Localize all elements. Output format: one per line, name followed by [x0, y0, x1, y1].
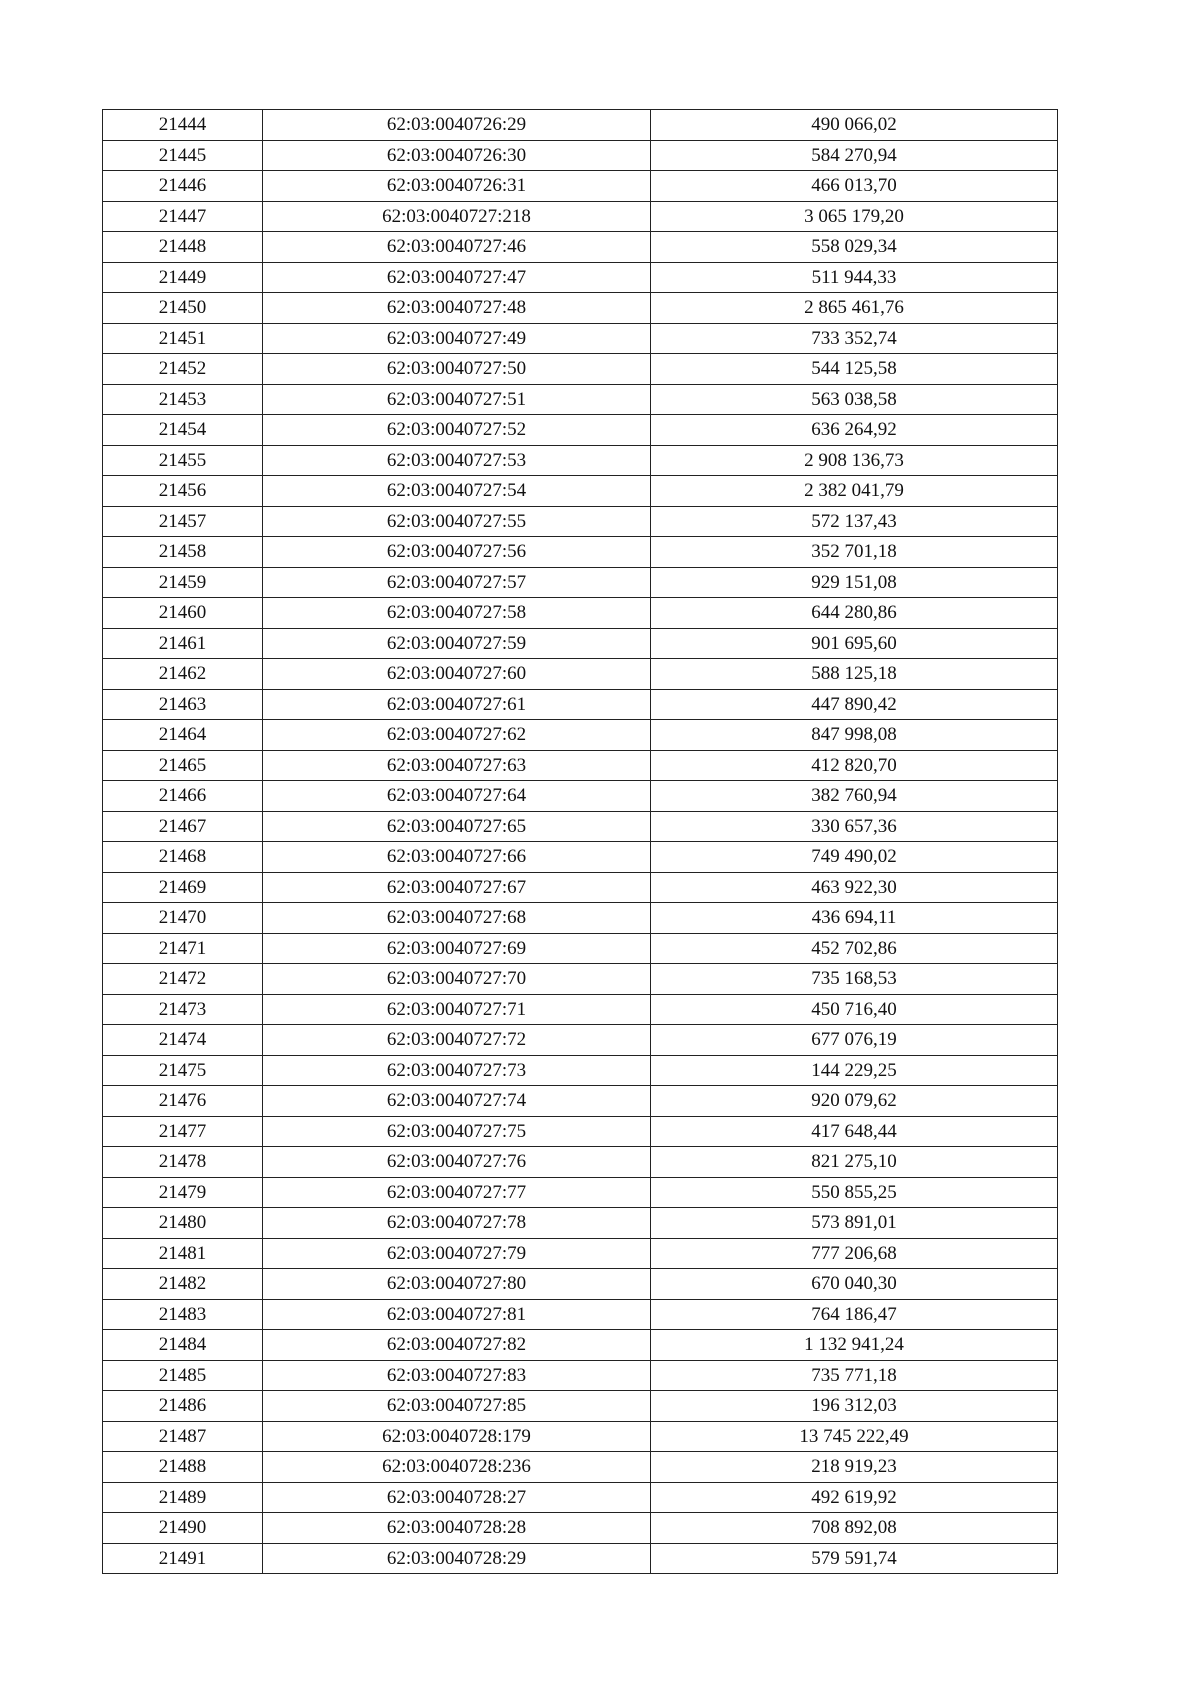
- cadastral-value-cell: 735 168,53: [651, 964, 1058, 995]
- cadastral-value-cell: 218 919,23: [651, 1452, 1058, 1483]
- row-number-cell: 21480: [103, 1208, 263, 1239]
- row-number-cell: 21469: [103, 872, 263, 903]
- table-row: [103, 811, 1058, 842]
- row-number-cell: 21474: [103, 1025, 263, 1056]
- cadastral-value-cell: 572 137,43: [651, 506, 1058, 537]
- cadastral-number-cell: 62:03:0040727:50: [263, 354, 651, 385]
- row-number-cell: 21467: [103, 811, 263, 842]
- cadastral-value-cell: 2 865 461,76: [651, 293, 1058, 324]
- row-number-cell: 21471: [103, 933, 263, 964]
- row-number-cell: 21445: [103, 140, 263, 171]
- cadastral-number-cell: 62:03:0040727:68: [263, 903, 651, 934]
- table-row: [103, 659, 1058, 690]
- cadastral-value-cell: 920 079,62: [651, 1086, 1058, 1117]
- cadastral-number-cell: 62:03:0040727:57: [263, 567, 651, 598]
- cadastral-number-cell: 62:03:0040727:74: [263, 1086, 651, 1117]
- table-row: [103, 110, 1058, 141]
- row-number-cell: 21454: [103, 415, 263, 446]
- cadastral-number-cell: 62:03:0040727:52: [263, 415, 651, 446]
- table-row: [103, 445, 1058, 476]
- cadastral-value-cell: 636 264,92: [651, 415, 1058, 446]
- cadastral-number-cell: 62:03:0040727:49: [263, 323, 651, 354]
- cadastral-value-cell: 452 702,86: [651, 933, 1058, 964]
- cadastral-value-cell: 144 229,25: [651, 1055, 1058, 1086]
- cadastral-number-cell: 62:03:0040726:29: [263, 110, 651, 141]
- cadastral-number-cell: 62:03:0040727:79: [263, 1238, 651, 1269]
- table-row: [103, 1116, 1058, 1147]
- row-number-cell: 21461: [103, 628, 263, 659]
- row-number-cell: 21468: [103, 842, 263, 873]
- cadastral-value-cell: 447 890,42: [651, 689, 1058, 720]
- cadastral-value-cell: 352 701,18: [651, 537, 1058, 568]
- cadastral-number-cell: 62:03:0040727:64: [263, 781, 651, 812]
- cadastral-number-cell: 62:03:0040728:28: [263, 1513, 651, 1544]
- table-row: [103, 598, 1058, 629]
- row-number-cell: 21476: [103, 1086, 263, 1117]
- row-number-cell: 21485: [103, 1360, 263, 1391]
- cadastral-number-cell: 62:03:0040728:236: [263, 1452, 651, 1483]
- cadastral-value-cell: 466 013,70: [651, 171, 1058, 202]
- cadastral-number-cell: 62:03:0040727:47: [263, 262, 651, 293]
- cadastral-number-cell: 62:03:0040727:73: [263, 1055, 651, 1086]
- table-row: [103, 1421, 1058, 1452]
- cadastral-value-cell: 749 490,02: [651, 842, 1058, 873]
- table-row: [103, 323, 1058, 354]
- cadastral-value-cell: 550 855,25: [651, 1177, 1058, 1208]
- cadastral-number-cell: 62:03:0040727:75: [263, 1116, 651, 1147]
- row-number-cell: 21446: [103, 171, 263, 202]
- cadastral-number-cell: 62:03:0040727:72: [263, 1025, 651, 1056]
- cadastral-number-cell: 62:03:0040727:70: [263, 964, 651, 995]
- row-number-cell: 21475: [103, 1055, 263, 1086]
- cadastral-value-cell: 847 998,08: [651, 720, 1058, 751]
- row-number-cell: 21444: [103, 110, 263, 141]
- table-row: [103, 1025, 1058, 1056]
- cadastral-value-cell: 490 066,02: [651, 110, 1058, 141]
- table-row: [103, 1391, 1058, 1422]
- row-number-cell: 21460: [103, 598, 263, 629]
- row-number-cell: 21488: [103, 1452, 263, 1483]
- table-row: [103, 1086, 1058, 1117]
- cadastral-value-cell: 735 771,18: [651, 1360, 1058, 1391]
- cadastral-value-cell: 588 125,18: [651, 659, 1058, 690]
- table-body: [103, 110, 1058, 1574]
- cadastral-number-cell: 62:03:0040727:83: [263, 1360, 651, 1391]
- cadastral-value-cell: 450 716,40: [651, 994, 1058, 1025]
- table-row: [103, 933, 1058, 964]
- cadastral-value-cell: 2 382 041,79: [651, 476, 1058, 507]
- table-row: [103, 1055, 1058, 1086]
- row-number-cell: 21457: [103, 506, 263, 537]
- cadastral-value-cell: 382 760,94: [651, 781, 1058, 812]
- row-number-cell: 21472: [103, 964, 263, 995]
- table-row: [103, 1208, 1058, 1239]
- cadastral-number-cell: 62:03:0040727:77: [263, 1177, 651, 1208]
- cadastral-number-cell: 62:03:0040727:59: [263, 628, 651, 659]
- cadastral-number-cell: 62:03:0040728:179: [263, 1421, 651, 1452]
- row-number-cell: 21450: [103, 293, 263, 324]
- cadastral-number-cell: 62:03:0040727:81: [263, 1299, 651, 1330]
- cadastral-value-cell: 584 270,94: [651, 140, 1058, 171]
- cadastral-number-cell: 62:03:0040727:51: [263, 384, 651, 415]
- cadastral-value-table: [102, 109, 1058, 1574]
- cadastral-number-cell: 62:03:0040727:82: [263, 1330, 651, 1361]
- table-row: [103, 506, 1058, 537]
- row-number-cell: 21470: [103, 903, 263, 934]
- cadastral-value-cell: 901 695,60: [651, 628, 1058, 659]
- table-row: [103, 354, 1058, 385]
- cadastral-value-cell: 417 648,44: [651, 1116, 1058, 1147]
- row-number-cell: 21466: [103, 781, 263, 812]
- row-number-cell: 21483: [103, 1299, 263, 1330]
- table-row: [103, 384, 1058, 415]
- table-row: [103, 415, 1058, 446]
- cadastral-number-cell: 62:03:0040727:54: [263, 476, 651, 507]
- table-row: [103, 232, 1058, 263]
- cadastral-value-cell: 677 076,19: [651, 1025, 1058, 1056]
- row-number-cell: 21462: [103, 659, 263, 690]
- cadastral-number-cell: 62:03:0040726:30: [263, 140, 651, 171]
- cadastral-value-cell: 1 132 941,24: [651, 1330, 1058, 1361]
- cadastral-value-cell: 511 944,33: [651, 262, 1058, 293]
- row-number-cell: 21487: [103, 1421, 263, 1452]
- row-number-cell: 21453: [103, 384, 263, 415]
- cadastral-number-cell: 62:03:0040727:61: [263, 689, 651, 720]
- cadastral-value-cell: 708 892,08: [651, 1513, 1058, 1544]
- table-row: [103, 1482, 1058, 1513]
- table-row: [103, 720, 1058, 751]
- table-row: [103, 567, 1058, 598]
- row-number-cell: 21465: [103, 750, 263, 781]
- cadastral-value-cell: 558 029,34: [651, 232, 1058, 263]
- cadastral-number-cell: 62:03:0040727:85: [263, 1391, 651, 1422]
- table-row: [103, 171, 1058, 202]
- cadastral-value-cell: 2 908 136,73: [651, 445, 1058, 476]
- cadastral-value-cell: 436 694,11: [651, 903, 1058, 934]
- table-row: [103, 1238, 1058, 1269]
- cadastral-number-cell: 62:03:0040727:218: [263, 201, 651, 232]
- table-row: [103, 537, 1058, 568]
- table-row: [103, 750, 1058, 781]
- cadastral-number-cell: 62:03:0040727:78: [263, 1208, 651, 1239]
- cadastral-number-cell: 62:03:0040727:53: [263, 445, 651, 476]
- cadastral-value-cell: 670 040,30: [651, 1269, 1058, 1300]
- table-row: [103, 1177, 1058, 1208]
- cadastral-number-cell: 62:03:0040727:71: [263, 994, 651, 1025]
- row-number-cell: 21452: [103, 354, 263, 385]
- cadastral-value-cell: 821 275,10: [651, 1147, 1058, 1178]
- cadastral-number-cell: 62:03:0040727:46: [263, 232, 651, 263]
- table-row: [103, 872, 1058, 903]
- cadastral-number-cell: 62:03:0040727:67: [263, 872, 651, 903]
- cadastral-number-cell: 62:03:0040727:65: [263, 811, 651, 842]
- row-number-cell: 21484: [103, 1330, 263, 1361]
- cadastral-number-cell: 62:03:0040727:66: [263, 842, 651, 873]
- table-row: [103, 1147, 1058, 1178]
- table-row: [103, 1269, 1058, 1300]
- row-number-cell: 21481: [103, 1238, 263, 1269]
- row-number-cell: 21473: [103, 994, 263, 1025]
- cadastral-number-cell: 62:03:0040727:60: [263, 659, 651, 690]
- table-row: [103, 140, 1058, 171]
- table-row: [103, 1360, 1058, 1391]
- table-row: [103, 262, 1058, 293]
- row-number-cell: 21464: [103, 720, 263, 751]
- row-number-cell: 21458: [103, 537, 263, 568]
- cadastral-value-cell: 733 352,74: [651, 323, 1058, 354]
- row-number-cell: 21489: [103, 1482, 263, 1513]
- cadastral-value-cell: 764 186,47: [651, 1299, 1058, 1330]
- row-number-cell: 21451: [103, 323, 263, 354]
- row-number-cell: 21447: [103, 201, 263, 232]
- table-row: [103, 781, 1058, 812]
- cadastral-value-cell: 544 125,58: [651, 354, 1058, 385]
- cadastral-number-cell: 62:03:0040726:31: [263, 171, 651, 202]
- cadastral-value-cell: 929 151,08: [651, 567, 1058, 598]
- table-row: [103, 842, 1058, 873]
- cadastral-value-cell: 330 657,36: [651, 811, 1058, 842]
- row-number-cell: 21455: [103, 445, 263, 476]
- cadastral-value-cell: 3 065 179,20: [651, 201, 1058, 232]
- table-row: [103, 964, 1058, 995]
- cadastral-value-cell: 412 820,70: [651, 750, 1058, 781]
- cadastral-number-cell: 62:03:0040727:55: [263, 506, 651, 537]
- table-row: [103, 903, 1058, 934]
- row-number-cell: 21490: [103, 1513, 263, 1544]
- cadastral-value-cell: 579 591,74: [651, 1543, 1058, 1574]
- row-number-cell: 21478: [103, 1147, 263, 1178]
- row-number-cell: 21463: [103, 689, 263, 720]
- table-row: [103, 1330, 1058, 1361]
- cadastral-number-cell: 62:03:0040727:63: [263, 750, 651, 781]
- row-number-cell: 21477: [103, 1116, 263, 1147]
- row-number-cell: 21449: [103, 262, 263, 293]
- cadastral-number-cell: 62:03:0040728:27: [263, 1482, 651, 1513]
- row-number-cell: 21482: [103, 1269, 263, 1300]
- cadastral-number-cell: 62:03:0040728:29: [263, 1543, 651, 1574]
- cadastral-value-cell: 463 922,30: [651, 872, 1058, 903]
- row-number-cell: 21479: [103, 1177, 263, 1208]
- table-row: [103, 293, 1058, 324]
- cadastral-number-cell: 62:03:0040727:56: [263, 537, 651, 568]
- cadastral-value-cell: 777 206,68: [651, 1238, 1058, 1269]
- cadastral-number-cell: 62:03:0040727:80: [263, 1269, 651, 1300]
- cadastral-value-cell: 492 619,92: [651, 1482, 1058, 1513]
- row-number-cell: 21456: [103, 476, 263, 507]
- row-number-cell: 21491: [103, 1543, 263, 1574]
- row-number-cell: 21448: [103, 232, 263, 263]
- table-row: [103, 1452, 1058, 1483]
- table-row: [103, 628, 1058, 659]
- cadastral-number-cell: 62:03:0040727:69: [263, 933, 651, 964]
- cadastral-number-cell: 62:03:0040727:62: [263, 720, 651, 751]
- cadastral-value-cell: 13 745 222,49: [651, 1421, 1058, 1452]
- row-number-cell: 21459: [103, 567, 263, 598]
- table-row: [103, 1299, 1058, 1330]
- cadastral-value-cell: 573 891,01: [651, 1208, 1058, 1239]
- cadastral-value-cell: 563 038,58: [651, 384, 1058, 415]
- cadastral-number-cell: 62:03:0040727:48: [263, 293, 651, 324]
- table-row: [103, 476, 1058, 507]
- table-row: [103, 1543, 1058, 1574]
- cadastral-number-cell: 62:03:0040727:76: [263, 1147, 651, 1178]
- table-row: [103, 1513, 1058, 1544]
- row-number-cell: 21486: [103, 1391, 263, 1422]
- cadastral-value-cell: 196 312,03: [651, 1391, 1058, 1422]
- cadastral-value-cell: 644 280,86: [651, 598, 1058, 629]
- table-row: [103, 994, 1058, 1025]
- cadastral-number-cell: 62:03:0040727:58: [263, 598, 651, 629]
- table-row: [103, 201, 1058, 232]
- table-row: [103, 689, 1058, 720]
